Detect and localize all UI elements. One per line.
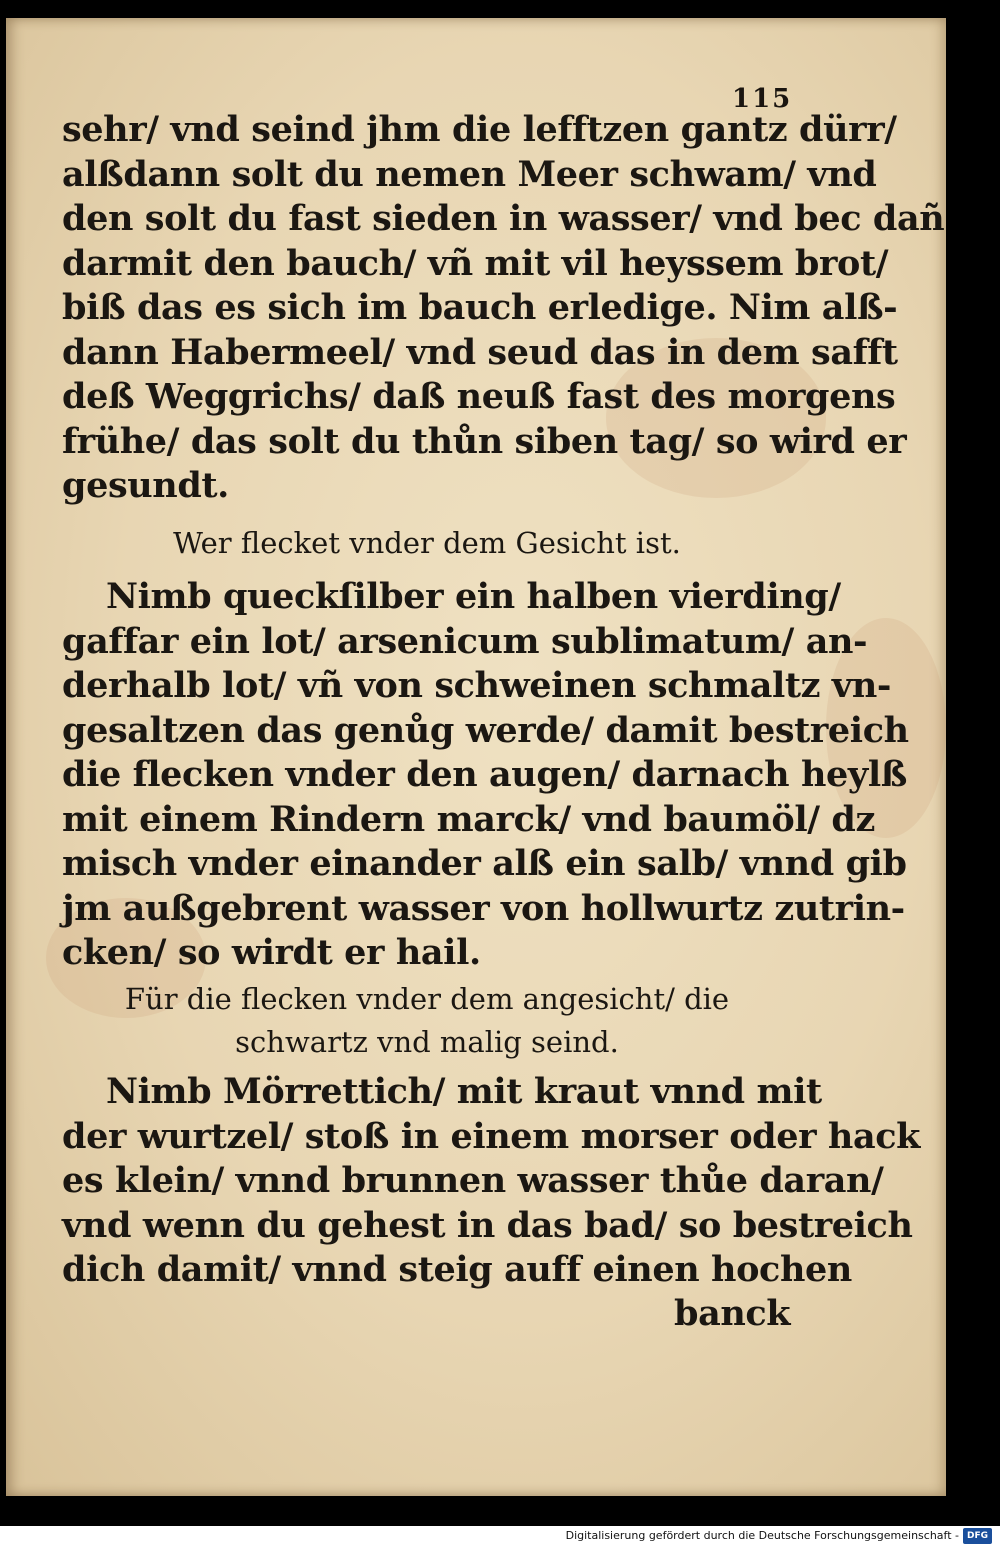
dfg-logo[interactable]: DFG (963, 1528, 992, 1544)
section-heading (62, 978, 792, 1064)
text-line: jm außgebrent wasser von hollwurtz zutrin- (62, 887, 905, 929)
footer-bar (0, 1526, 1000, 1546)
text-line: gesaltzen das genůg werde/ damit bestreich (62, 709, 909, 751)
text-line: mit einem Rindern marck/ vnd baumöl/ dz (62, 798, 875, 840)
text-line: vnd wenn du gehest in das bad/ so bestreich (62, 1204, 913, 1246)
text-line: es klein/ vnnd brunnen wasser thůe daran/ (62, 1160, 884, 1201)
footer-text: Digitalisierung gefördert durch die Deutsche Forschungsgemeinschaft - (565, 1529, 959, 1542)
text-block-2 (62, 575, 909, 976)
text-line: gesundt. (62, 465, 229, 506)
text-line: frühe/ das solt du thůn siben tag/ so wird er (62, 420, 907, 462)
heading-line: Für die flecken vnder dem angesicht/ die (124, 982, 730, 1016)
text-line: sehr/ vnd seind jhm die lefftzen gantz dürr/ (62, 109, 897, 150)
text-line: der wurtzel/ stoß in einem morser oder hack (62, 1115, 920, 1157)
heading-line: schwartz vnd malig seind. (235, 1025, 619, 1059)
text-line: die flecken vnder den augen/ darnach heylß (62, 754, 907, 795)
catchword-text: banck (674, 1293, 791, 1334)
text-line: darmit den bauch/ vñ mit vil heyssem brot/ (62, 242, 889, 284)
text-line: den solt du fast sieden in wasser/ vnd bec dañ (62, 198, 945, 239)
text-line: Nimb Mörrettich/ mit kraut vnnd mit (106, 1071, 822, 1112)
catchword (674, 1292, 794, 1337)
text-line: deß Weggrichs/ daß neuß fast des morgens (62, 376, 896, 417)
text-line: alßdann solt du nemen Meer schwam/ vnd (62, 153, 877, 195)
text-block-1 (62, 108, 945, 509)
text-block-3 (62, 1070, 920, 1293)
text-line: dann Habermeel/ vnd seud das in dem safft (62, 331, 898, 373)
page-number: 115 (732, 84, 793, 114)
heading-line: Wer flecket vnder dem Gesicht ist. (173, 526, 681, 560)
section-heading (62, 522, 792, 565)
text-line: cken/ so wirdt er hail. (62, 932, 481, 973)
text-line: Nimb queckſilber ein halben vierding/ (106, 576, 841, 617)
text-line: gaffar ein lot/ arsenicum sublimatum/ an- (62, 620, 868, 662)
text-line: biß das es sich im bauch erledige. Nim alß- (62, 287, 898, 328)
text-line: misch vnder einander alß ein salb/ vnnd gib (62, 843, 907, 884)
text-line: dich damit/ vnnd steig auff einen hochen (62, 1249, 852, 1290)
text-line: derhalb lot/ vñ von schweinen schmaltz vn- (62, 665, 892, 706)
